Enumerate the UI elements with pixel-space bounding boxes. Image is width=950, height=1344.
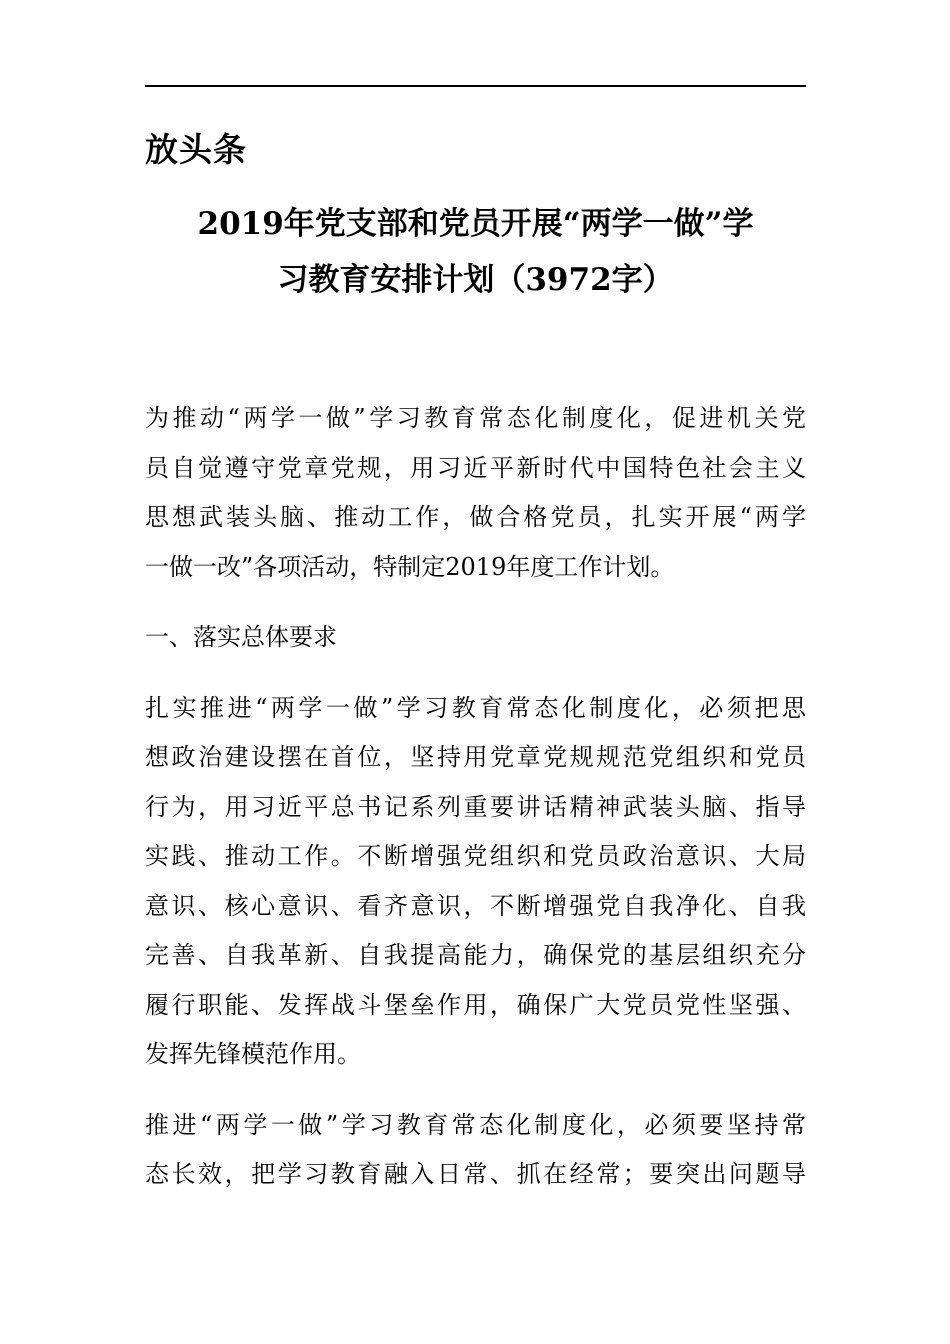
text-line: 实践、推动工作。不断增强党组织和党员政治意识、大局 — [145, 842, 806, 870]
text-line: 想政治建设摆在首位，坚持用党章党规规范党组织和党员 — [145, 743, 806, 771]
text-line: 推进“两学一做”学习教育常态化制度化，必须要坚持常 — [145, 1110, 806, 1139]
text-line: 一做一改”各项活动，特制定2019年度工作计划。 — [145, 552, 675, 581]
text-line: 员自觉遵守党章党规，用习近平新时代中国特色社会主义 — [145, 453, 806, 482]
document-body — [145, 394, 806, 1200]
title-line: 习教育安排计划（3972字） — [277, 262, 674, 298]
text-line: 思想武装头脑、推动工作，做合格党员，扎实开展“两学 — [145, 503, 806, 531]
header-rule — [145, 85, 806, 87]
text-line: 为推动“两学一做”学习教育常态化制度化，促进机关党 — [145, 404, 806, 432]
text-line: 发挥先锋模范作用。 — [145, 1040, 361, 1068]
text-line: 履行职能、发挥战斗堡垒作用，确保广大党员党性坚强、 — [145, 990, 806, 1019]
section-heading — [145, 613, 806, 663]
text-line: 行为，用习近平总书记系列重要讲话精神武装头脑、指导 — [145, 792, 806, 821]
text-line: 态长效，把学习教育融入日常、抓在经常；要突出问题导 — [145, 1160, 806, 1188]
text-line: 一、落实总体要求 — [145, 623, 337, 651]
kicker-label: 放头条 — [145, 130, 247, 169]
text-line: 意识、核心意识、看齐意识，不断增强党自我净化、自我 — [145, 891, 806, 920]
document-title — [145, 196, 806, 308]
paragraph-intro — [145, 394, 806, 592]
paragraph-requirements — [145, 684, 806, 1080]
text-line: 完善、自我革新、自我提高能力，确保党的基层组织充分 — [145, 941, 806, 969]
paragraph-continuation — [145, 1101, 806, 1200]
title-line: 2019年党支部和党员开展“两学一做”学 — [197, 206, 754, 242]
text-line: 扎实推进“两学一做”学习教育常态化制度化，必须把思 — [145, 693, 806, 722]
